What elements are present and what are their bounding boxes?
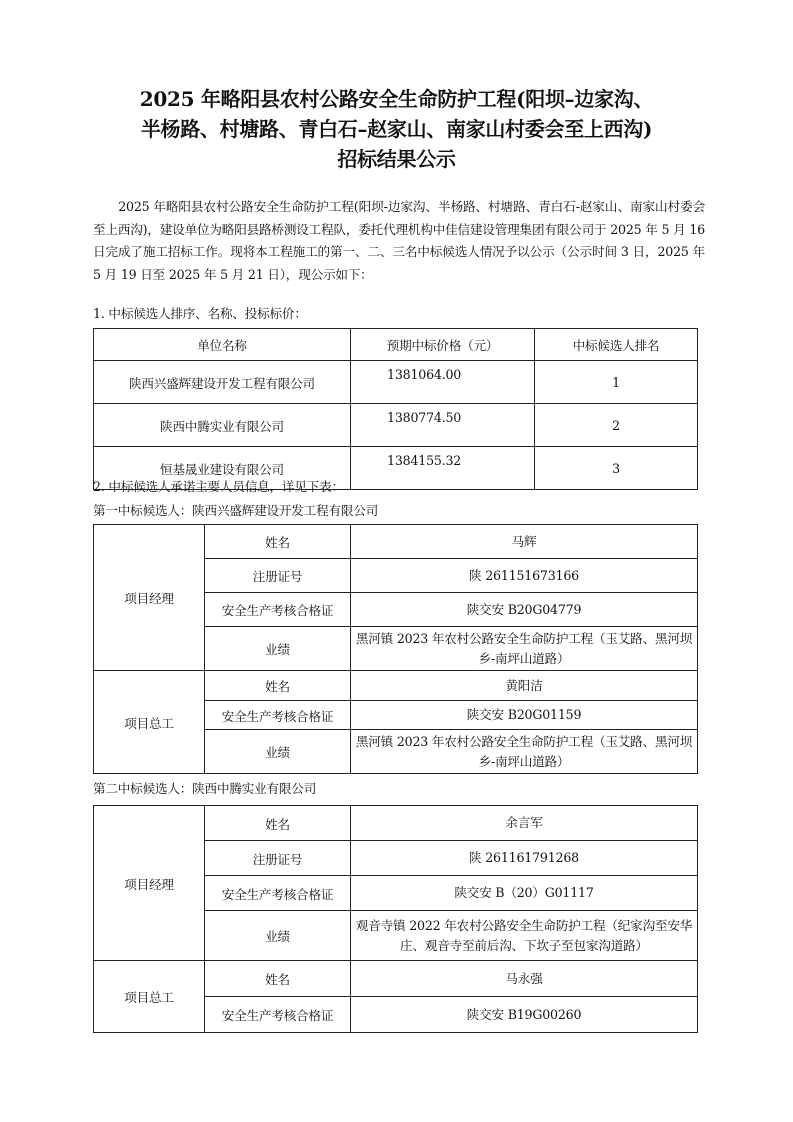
title-line-3: 招标结果公示 (337, 147, 456, 171)
field-value: 余言军 (351, 806, 698, 841)
field-value: 黑河镇 2023 年农村公路安全生命防护工程（玉艾路、黑河坝乡-南坪山道路） (351, 627, 698, 671)
title-line-1: 2025 年略阳县农村公路安全生命防护工程(阳坝–边家沟、 (139, 87, 654, 111)
bidder-name: 恒基晟业建设有限公司 (94, 447, 351, 490)
field-label: 业绩 (205, 627, 351, 671)
role-cell: 项目总工 (94, 671, 205, 774)
intro-paragraph: 2025 年略阳县农村公路安全生命防护工程(阳坝-边家沟、半杨路、村塘路、青白石-赵家山、南家山村委会至上西沟)，建设单位为略阳县路桥测设工程队，委托代理机构中佳信建设管理集团有限公司于 2025 年 5 月 16 日完成了施工招标工作。现将本工程施工的第一、二、三名中标候选人情况予以公示（公示时间 3 日，2025 年 5 月 19 日至 2025 年 5 月 21 日），现公示如下： (93, 199, 705, 282)
field-label: 业绩 (205, 911, 351, 961)
table-row (94, 961, 698, 997)
field-value: 陕交安 B20G04779 (351, 593, 698, 627)
field-value: 陕交安 B20G01159 (351, 701, 698, 730)
column-header: 预期中标价格（元） (351, 329, 535, 361)
role-cell: 项目经理 (94, 525, 205, 671)
field-label: 注册证号 (205, 559, 351, 593)
bidder-rank: 1 (535, 361, 698, 404)
second-candidate-staff-table (93, 805, 698, 1033)
role-cell: 项目经理 (94, 806, 205, 961)
column-header: 单位名称 (94, 329, 351, 361)
field-value: 陕交安 B（20）G01117 (351, 876, 698, 911)
field-value: 陕交安 B19G00260 (351, 997, 698, 1033)
bidder-name: 陕西兴盛辉建设开发工程有限公司 (94, 361, 351, 404)
table-row (94, 671, 698, 701)
section-1-label: 1. 中标候选人排序、名称、投标标价： (93, 306, 307, 321)
field-label: 注册证号 (205, 841, 351, 876)
field-label: 业绩 (205, 730, 351, 774)
field-label: 安全生产考核合格证 (205, 997, 351, 1033)
field-label: 姓名 (205, 525, 351, 559)
table-row (94, 525, 698, 559)
table-row (94, 361, 698, 404)
table-header-row (94, 329, 698, 361)
bidder-name: 陕西中腾实业有限公司 (94, 404, 351, 447)
field-value: 陕 261151673166 (351, 559, 698, 593)
bidder-rank: 2 (535, 404, 698, 447)
field-value: 马永强 (351, 961, 698, 997)
field-label: 安全生产考核合格证 (205, 876, 351, 911)
field-label: 姓名 (205, 961, 351, 997)
field-value: 陕 261161791268 (351, 841, 698, 876)
field-value: 观音寺镇 2022 年农村公路安全生命防护工程（纪家沟至安华庄、观音寺至前后沟、下坎子至包家沟道路） (351, 911, 698, 961)
field-value: 马辉 (351, 525, 698, 559)
bidder-rank: 3 (535, 447, 698, 490)
bidder-price: 1381064.00 (351, 361, 535, 404)
first-candidate-staff-table (93, 524, 698, 774)
field-label: 安全生产考核合格证 (205, 701, 351, 730)
field-value: 黄阳洁 (351, 671, 698, 701)
second-candidate-label: 第二中标候选人：陕西中腾实业有限公司 (93, 781, 317, 796)
bidder-price: 1380774.50 (351, 404, 535, 447)
bidder-price: 1384155.32 (351, 447, 535, 490)
field-label: 姓名 (205, 671, 351, 701)
column-header: 中标候选人排名 (535, 329, 698, 361)
field-label: 安全生产考核合格证 (205, 593, 351, 627)
page-title (80, 84, 713, 174)
field-label: 姓名 (205, 806, 351, 841)
title-line-2: 半杨路、村塘路、青白石–赵家山、南家山村委会至上西沟) (140, 117, 653, 141)
bidder-ranking-table (93, 328, 698, 490)
table-row (94, 404, 698, 447)
field-value: 黑河镇 2023 年农村公路安全生命防护工程（玉艾路、黑河坝乡-南坪山道路） (351, 730, 698, 774)
table-row (94, 806, 698, 841)
role-cell: 项目总工 (94, 961, 205, 1033)
first-candidate-label: 第一中标候选人：陕西兴盛辉建设开发工程有限公司 (93, 503, 379, 518)
section-2-label: 2. 中标候选人承诺主要人员信息，详见下表： (93, 479, 344, 494)
